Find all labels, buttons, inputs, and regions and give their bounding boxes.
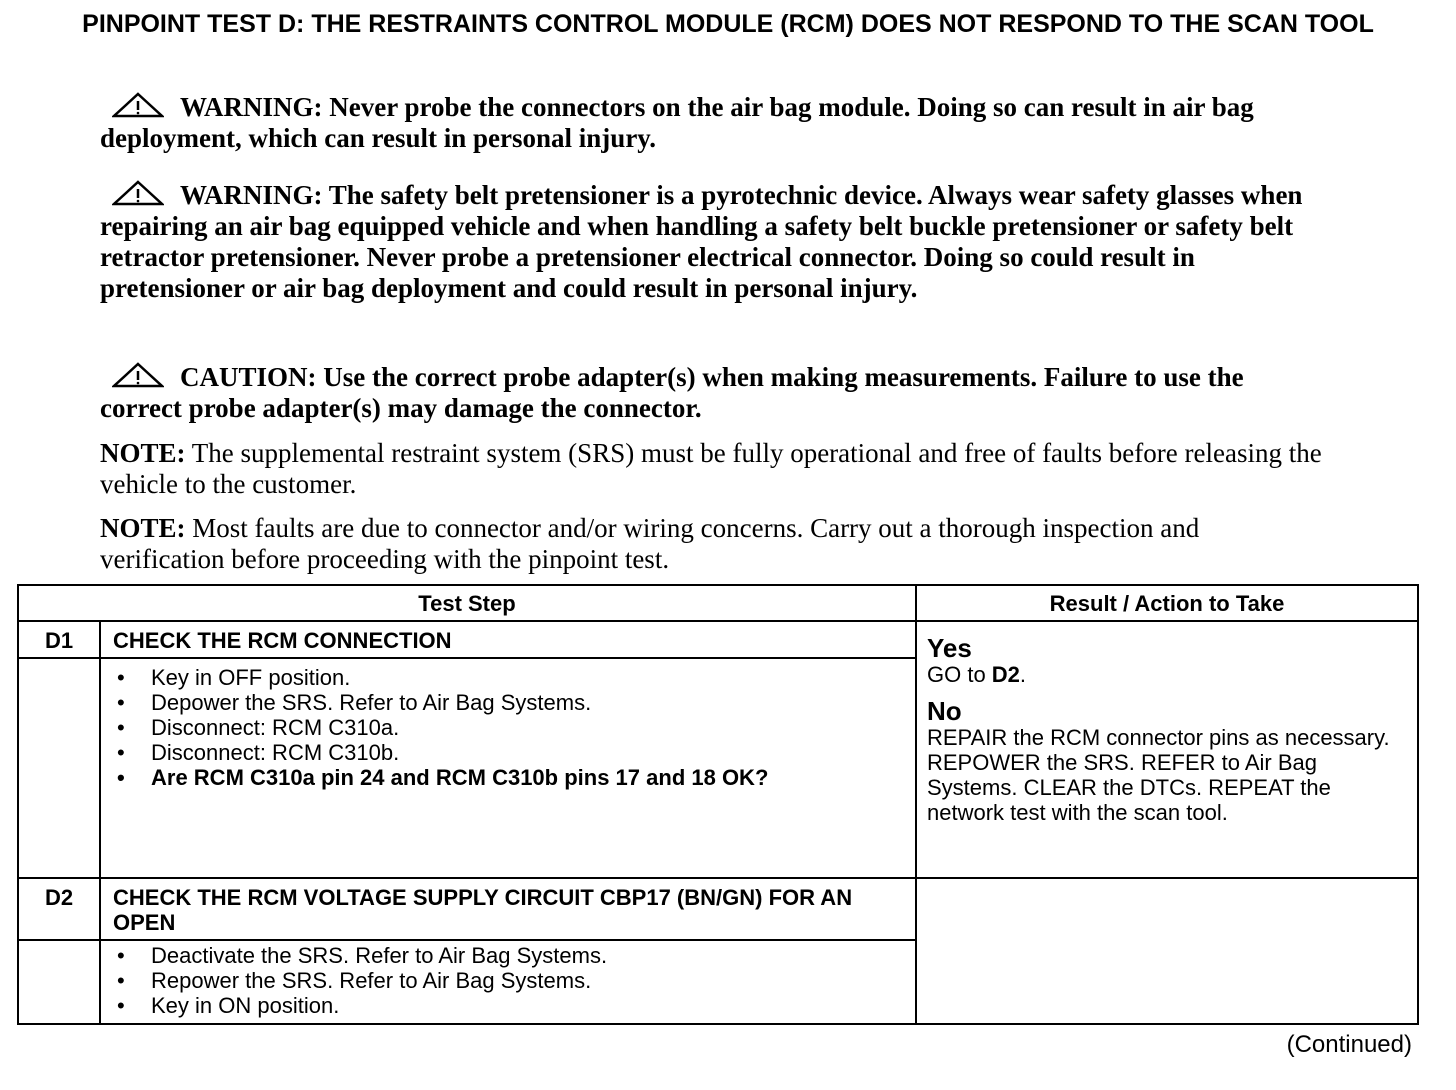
list-item: • Key in ON position. (151, 993, 915, 1018)
header-test-step: Test Step (18, 585, 916, 621)
step-title-row (18, 621, 1418, 658)
list-item: • Depower the SRS. Refer to Air Bag Systems. (151, 690, 915, 715)
note-text: The supplemental restraint system (SRS) must be fully operational and free of faults before releasing the vehicle to the customer. (100, 438, 1322, 499)
result-no-label: No (927, 696, 962, 726)
note-text: Most faults are due to connector and/or wiring concerns. Carry out a thorough inspection and verification before proceeding with the pinpoint test. (100, 513, 1200, 574)
list-item: • Key in OFF position. (151, 665, 915, 690)
action-list (101, 943, 915, 1018)
note-faults (100, 513, 1330, 575)
result-yes-label: Yes (927, 633, 972, 663)
warning-text: WARNING: The safety belt pretensioner is a pyrotechnic device. Always wear safety glasses when repairing an air bag equipped vehicle and when handling a safety belt buckle pretensioner or safety belt retractor pretensioner. Never probe a pretensioner electrical connector. Doing so could result in pretensioner or air bag deployment and could result in personal injury. (100, 180, 1303, 303)
result-yes-text: GO to D2. (927, 662, 1027, 687)
warning-airbag-probe (100, 92, 1330, 154)
caution-text: CAUTION: Use the correct probe adapter(s) when making measurements. Failure to use the correct probe adapter(s) may damage the connector. (100, 362, 1244, 423)
warning-triangle-icon (112, 362, 164, 388)
continued-label: (Continued) (1286, 1031, 1412, 1058)
step-result (916, 621, 1418, 878)
warning-triangle-icon (112, 180, 164, 206)
list-item: • Repower the SRS. Refer to Air Bag Systems. (151, 968, 915, 993)
list-item: • Deactivate the SRS. Refer to Air Bag Systems. (151, 943, 915, 968)
step-title: CHECK THE RCM CONNECTION (100, 621, 916, 658)
step-actions (100, 658, 916, 878)
header-result-action: Result / Action to Take (916, 585, 1418, 621)
step-result (916, 878, 1418, 1024)
caution-probe-adapter (100, 362, 1330, 424)
note-srs (100, 438, 1330, 500)
list-item: • Disconnect: RCM C310a. (151, 715, 915, 740)
note-label: NOTE: (100, 438, 186, 468)
step-actions (100, 940, 916, 1024)
warning-pretensioner (100, 180, 1330, 304)
step-id-spacer (18, 658, 100, 878)
pinpoint-test-table (17, 584, 1419, 1025)
step-reference[interactable]: D2 (991, 662, 1020, 687)
action-list (101, 665, 915, 790)
step-title: CHECK THE RCM VOLTAGE SUPPLY CIRCUIT CBP17 (BN/GN) FOR AN OPEN (100, 878, 916, 940)
warning-text: WARNING: Never probe the connectors on the air bag module. Doing so can result in air bag deployment, which can result in personal injury. (100, 92, 1254, 153)
step-title-row (18, 878, 1418, 940)
list-item: • Disconnect: RCM C310b. (151, 740, 915, 765)
step-id: D2 (18, 878, 100, 940)
page-title: PINPOINT TEST D: THE RESTRAINTS CONTROL MODULE (RCM) DOES NOT RESPOND TO THE SCAN TOOL (82, 10, 1374, 38)
result-no-text: REPAIR the RCM connector pins as necessary. REPOWER the SRS. REFER to Air Bag Systems. CLEAR the DTCs. REPEAT the network test with the scan tool. (927, 725, 1390, 825)
step-id: D1 (18, 621, 100, 658)
step-id-spacer (18, 940, 100, 1024)
list-item: • Are RCM C310a pin 24 and RCM C310b pins 17 and 18 OK? (151, 765, 915, 790)
table-header-row (18, 585, 1418, 621)
warning-triangle-icon (112, 92, 164, 118)
note-label: NOTE: (100, 513, 186, 543)
